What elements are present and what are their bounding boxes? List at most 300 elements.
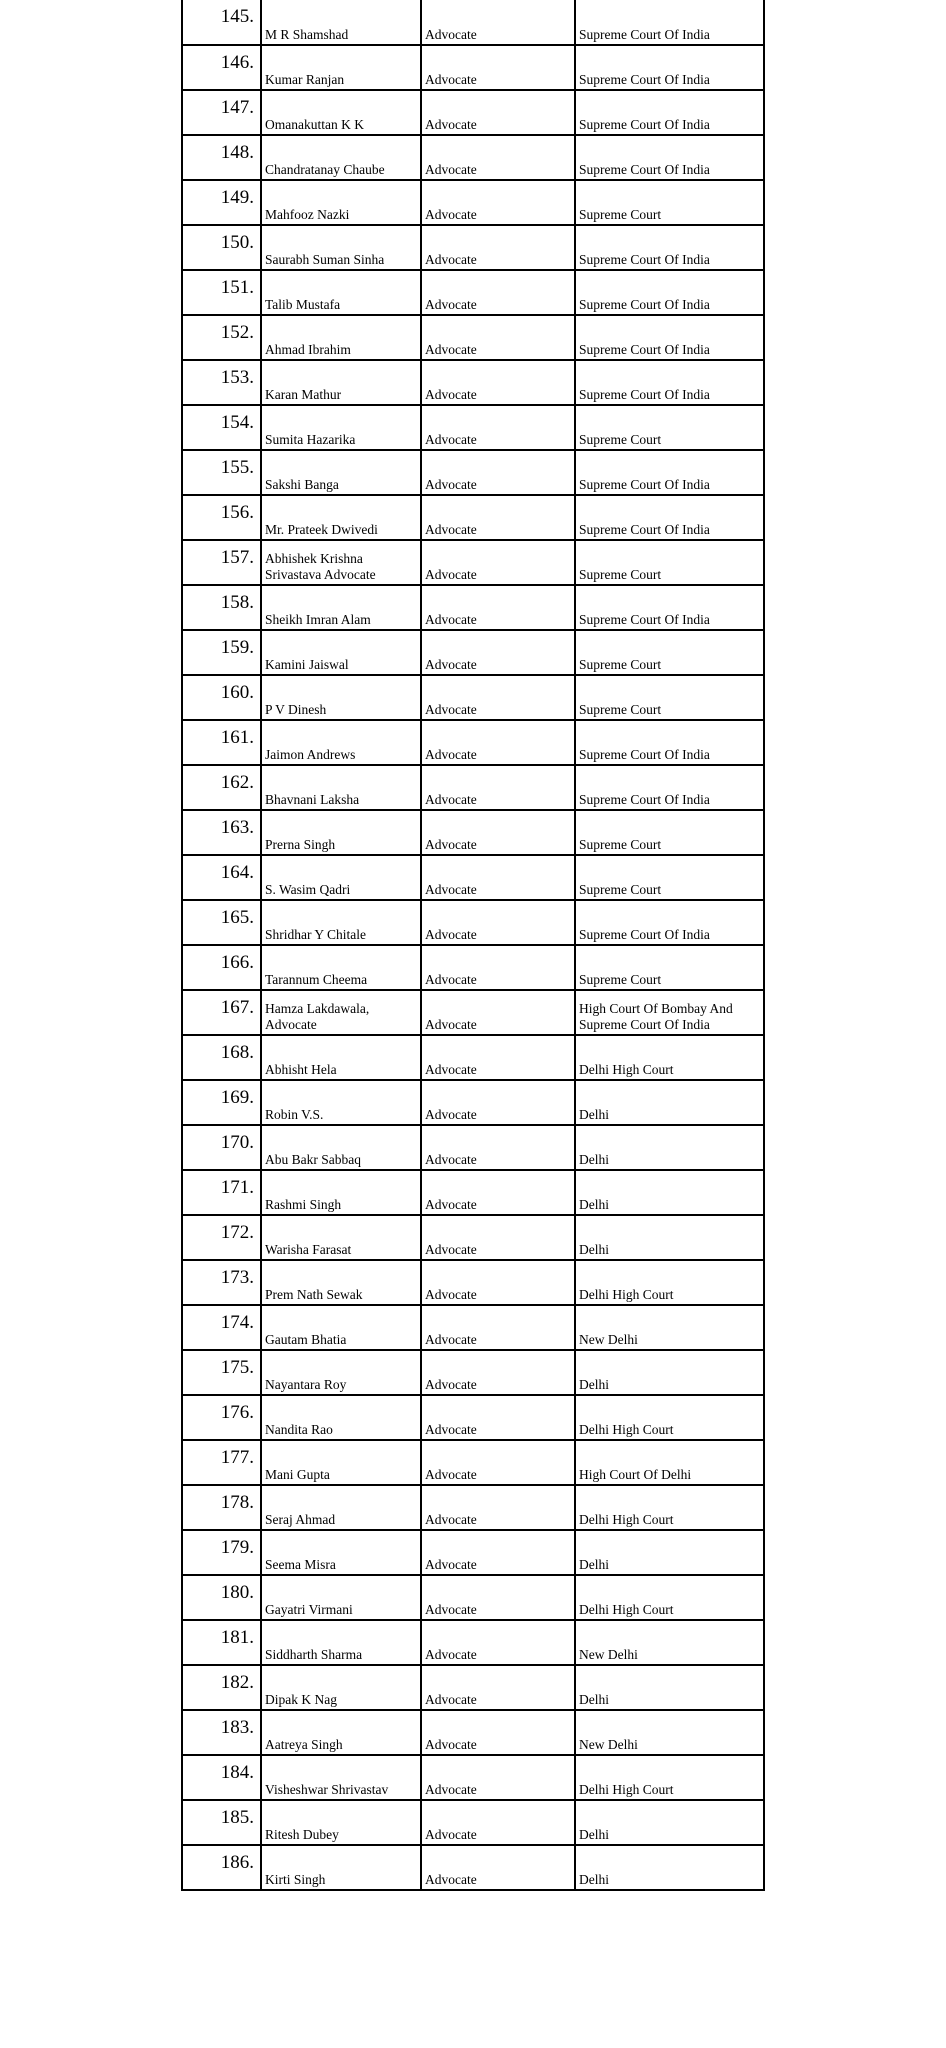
signatory-name: Shridhar Y Chitale xyxy=(265,927,366,942)
designation: Advocate xyxy=(425,1287,477,1302)
signatory-name: Dipak K Nag xyxy=(265,1692,337,1707)
court-cell xyxy=(575,855,764,900)
table-row xyxy=(182,855,764,900)
designation-cell xyxy=(421,1530,575,1575)
court-location: Delhi xyxy=(579,1152,609,1167)
signatory-name: Kamini Jaiswal xyxy=(265,657,349,672)
court-location: Supreme Court xyxy=(579,837,662,852)
court-location: High Court Of Delhi xyxy=(579,1467,692,1482)
signatory-name: Prem Nath Sewak xyxy=(265,1287,363,1302)
court-cell xyxy=(575,900,764,945)
signatory-name: S. Wasim Qadri xyxy=(265,882,351,897)
name-cell xyxy=(261,1575,421,1620)
court-location: Delhi xyxy=(579,1242,609,1257)
designation: Advocate xyxy=(425,1782,477,1797)
court-cell xyxy=(575,1170,764,1215)
court-cell xyxy=(575,1530,764,1575)
designation: Advocate xyxy=(425,927,477,942)
designation-cell xyxy=(421,1080,575,1125)
serial-number-cell xyxy=(182,855,261,900)
serial-number-cell xyxy=(182,1575,261,1620)
serial-number: 178. xyxy=(220,1492,254,1513)
table-row xyxy=(182,1215,764,1260)
signatory-name: Omanakuttan K K xyxy=(265,117,364,132)
serial-number-cell xyxy=(182,90,261,135)
name-cell xyxy=(261,1620,421,1665)
name-cell xyxy=(261,315,421,360)
serial-number-cell xyxy=(182,1485,261,1530)
signatory-name: Nandita Rao xyxy=(265,1422,333,1437)
serial-number: 183. xyxy=(220,1717,254,1738)
name-cell xyxy=(261,1125,421,1170)
name-cell xyxy=(261,270,421,315)
serial-number-cell xyxy=(182,1215,261,1260)
name-cell xyxy=(261,720,421,765)
designation: Advocate xyxy=(425,1242,477,1257)
serial-number-cell xyxy=(182,1305,261,1350)
name-cell xyxy=(261,495,421,540)
signatory-name: Prerna Singh xyxy=(265,837,336,852)
court-cell xyxy=(575,675,764,720)
name-cell xyxy=(261,1395,421,1440)
designation-cell xyxy=(421,135,575,180)
court-cell xyxy=(575,630,764,675)
court-location: New Delhi xyxy=(579,1737,638,1752)
designation-cell xyxy=(421,1710,575,1755)
table-row xyxy=(182,1800,764,1845)
court-location: Delhi High Court xyxy=(579,1062,674,1077)
name-cell xyxy=(261,1440,421,1485)
serial-number: 165. xyxy=(220,907,254,928)
signatory-name: Siddharth Sharma xyxy=(265,1647,363,1662)
designation-cell xyxy=(421,1665,575,1710)
designation: Advocate xyxy=(425,1152,477,1167)
designation: Advocate xyxy=(425,1602,477,1617)
name-cell xyxy=(261,900,421,945)
court-location: Delhi xyxy=(579,1557,609,1572)
name-cell xyxy=(261,405,421,450)
court-cell xyxy=(575,1620,764,1665)
court-cell xyxy=(575,1485,764,1530)
court-cell xyxy=(575,1710,764,1755)
court-cell xyxy=(575,1350,764,1395)
serial-number: 174. xyxy=(220,1312,254,1333)
table-row xyxy=(182,495,764,540)
serial-number: 166. xyxy=(220,952,254,973)
name-cell xyxy=(261,1530,421,1575)
designation-cell xyxy=(421,720,575,765)
designation-cell xyxy=(421,1035,575,1080)
name-cell xyxy=(261,1260,421,1305)
serial-number-cell xyxy=(182,990,261,1035)
signatory-name: Warisha Farasat xyxy=(265,1242,352,1257)
designation-cell xyxy=(421,900,575,945)
signatory-name: Abhisht Hela xyxy=(265,1062,337,1077)
table-row xyxy=(182,1710,764,1755)
court-location: Supreme Court Of India xyxy=(579,927,710,942)
designation: Advocate xyxy=(425,297,477,312)
court-location: Supreme Court xyxy=(579,432,662,447)
table-row xyxy=(182,135,764,180)
court-cell xyxy=(575,585,764,630)
serial-number-cell xyxy=(182,360,261,405)
serial-number-cell xyxy=(182,450,261,495)
designation: Advocate xyxy=(425,1512,477,1527)
court-location: Supreme Court Of India xyxy=(579,387,710,402)
court-cell xyxy=(575,90,764,135)
court-location: Supreme Court xyxy=(579,882,662,897)
court-location: Delhi High Court xyxy=(579,1512,674,1527)
table-row xyxy=(182,90,764,135)
signatory-name: Visheshwar Shrivastav xyxy=(265,1782,389,1797)
serial-number-cell xyxy=(182,495,261,540)
serial-number-cell xyxy=(182,1620,261,1665)
table-row xyxy=(182,1620,764,1665)
serial-number-cell xyxy=(182,1260,261,1305)
court-location: Supreme Court Of India xyxy=(579,477,710,492)
table-row xyxy=(182,720,764,765)
serial-number: 148. xyxy=(220,142,254,163)
serial-number: 147. xyxy=(220,97,254,118)
designation: Advocate xyxy=(425,432,477,447)
designation: Advocate xyxy=(425,1737,477,1752)
serial-number-cell xyxy=(182,315,261,360)
designation-cell xyxy=(421,450,575,495)
serial-number: 159. xyxy=(220,637,254,658)
serial-number-cell xyxy=(182,1125,261,1170)
serial-number: 181. xyxy=(220,1627,254,1648)
court-cell xyxy=(575,405,764,450)
designation: Advocate xyxy=(425,252,477,267)
serial-number: 155. xyxy=(220,457,254,478)
designation-cell xyxy=(421,0,575,45)
designation-cell xyxy=(421,1845,575,1890)
serial-number-cell xyxy=(182,675,261,720)
designation-cell xyxy=(421,675,575,720)
serial-number: 186. xyxy=(220,1852,254,1873)
table-row xyxy=(182,900,764,945)
table-row xyxy=(182,1260,764,1305)
serial-number-cell xyxy=(182,945,261,990)
name-cell xyxy=(261,90,421,135)
table-row xyxy=(182,585,764,630)
court-cell xyxy=(575,135,764,180)
court-location: Supreme Court xyxy=(579,702,662,717)
serial-number: 175. xyxy=(220,1357,254,1378)
designation-cell xyxy=(421,1215,575,1260)
serial-number: 160. xyxy=(220,682,254,703)
court-location: Supreme Court Of India xyxy=(579,252,710,267)
designation-cell xyxy=(421,1305,575,1350)
table-row xyxy=(182,1350,764,1395)
court-location: Delhi High Court xyxy=(579,1602,674,1617)
court-cell xyxy=(575,720,764,765)
serial-number: 173. xyxy=(220,1267,254,1288)
designation: Advocate xyxy=(425,702,477,717)
court-cell xyxy=(575,1665,764,1710)
serial-number: 145. xyxy=(220,6,254,27)
name-cell xyxy=(261,1845,421,1890)
name-cell xyxy=(261,225,421,270)
signatory-name: P V Dinesh xyxy=(265,702,327,717)
serial-number: 149. xyxy=(220,187,254,208)
signatory-name: Nayantara Roy xyxy=(265,1377,347,1392)
court-cell xyxy=(575,765,764,810)
designation-cell xyxy=(421,180,575,225)
court-location: Supreme Court Of India xyxy=(579,342,710,357)
serial-number: 164. xyxy=(220,862,254,883)
designation-cell xyxy=(421,1170,575,1215)
designation-cell xyxy=(421,540,575,585)
designation: Advocate xyxy=(425,1557,477,1572)
designation: Advocate xyxy=(425,747,477,762)
court-cell xyxy=(575,225,764,270)
court-location: Delhi xyxy=(579,1827,609,1842)
court-location: Supreme Court Of India xyxy=(579,297,710,312)
name-cell xyxy=(261,945,421,990)
designation-cell xyxy=(421,1395,575,1440)
name-cell xyxy=(261,450,421,495)
serial-number-cell xyxy=(182,900,261,945)
designation-cell xyxy=(421,1125,575,1170)
court-location: New Delhi xyxy=(579,1647,638,1662)
designation: Advocate xyxy=(425,1422,477,1437)
serial-number: 163. xyxy=(220,817,254,838)
signatory-name: Robin V.S. xyxy=(265,1107,324,1122)
court-location: Delhi xyxy=(579,1197,609,1212)
name-cell xyxy=(261,675,421,720)
court-location: Delhi High Court xyxy=(579,1287,674,1302)
signatory-name: Seraj Ahmad xyxy=(265,1512,336,1527)
table-row xyxy=(182,1530,764,1575)
table-row xyxy=(182,1080,764,1125)
designation: Advocate xyxy=(425,117,477,132)
serial-number-cell xyxy=(182,45,261,90)
designation-cell xyxy=(421,630,575,675)
designation: Advocate xyxy=(425,72,477,87)
designation: Advocate xyxy=(425,1377,477,1392)
serial-number-cell xyxy=(182,1080,261,1125)
name-cell xyxy=(261,1305,421,1350)
court-cell xyxy=(575,1395,764,1440)
signatory-name: Gayatri Virmani xyxy=(265,1602,353,1617)
table-row xyxy=(182,765,764,810)
name-cell xyxy=(261,540,421,585)
designation: Advocate xyxy=(425,612,477,627)
designation-cell xyxy=(421,315,575,360)
serial-number: 151. xyxy=(220,277,254,298)
court-cell xyxy=(575,810,764,855)
serial-number: 169. xyxy=(220,1087,254,1108)
designation-cell xyxy=(421,225,575,270)
table-row xyxy=(182,180,764,225)
table-row xyxy=(182,630,764,675)
designation-cell xyxy=(421,1260,575,1305)
court-cell xyxy=(575,1260,764,1305)
court-cell xyxy=(575,1440,764,1485)
name-cell xyxy=(261,1485,421,1530)
designation: Advocate xyxy=(425,567,477,582)
name-cell xyxy=(261,765,421,810)
signatory-name: Tarannum Cheema xyxy=(265,972,368,987)
serial-number-cell xyxy=(182,765,261,810)
court-location: Supreme Court Of India xyxy=(579,72,710,87)
signatories-table xyxy=(181,0,765,1891)
designation: Advocate xyxy=(425,1332,477,1347)
table-row xyxy=(182,405,764,450)
name-cell xyxy=(261,135,421,180)
serial-number: 182. xyxy=(220,1672,254,1693)
court-location: Supreme Court Of India xyxy=(579,792,710,807)
table-row xyxy=(182,270,764,315)
designation-cell xyxy=(421,45,575,90)
signatory-name: Sumita Hazarika xyxy=(265,432,356,447)
court-location: Supreme Court Of India xyxy=(579,747,710,762)
table-row xyxy=(182,225,764,270)
signatory-name: Sheikh Imran Alam xyxy=(265,612,371,627)
table-row xyxy=(182,450,764,495)
court-location: Supreme Court Of India xyxy=(579,612,710,627)
court-location: Supreme Court xyxy=(579,657,662,672)
designation: Advocate xyxy=(425,1197,477,1212)
designation: Advocate xyxy=(425,477,477,492)
serial-number: 172. xyxy=(220,1222,254,1243)
signatory-name: Rashmi Singh xyxy=(265,1197,342,1212)
court-location: Supreme Court Of India xyxy=(579,27,710,42)
serial-number-cell xyxy=(182,1350,261,1395)
designation: Advocate xyxy=(425,1107,477,1122)
name-cell xyxy=(261,1755,421,1800)
court-cell xyxy=(575,1800,764,1845)
court-location: High Court Of Bombay And Supreme Court Of India xyxy=(579,1001,733,1032)
designation: Advocate xyxy=(425,207,477,222)
serial-number: 162. xyxy=(220,772,254,793)
name-cell xyxy=(261,630,421,675)
signatory-name: Talib Mustafa xyxy=(265,297,341,312)
signatory-name: Kumar Ranjan xyxy=(265,72,345,87)
serial-number-cell xyxy=(182,540,261,585)
name-cell xyxy=(261,1350,421,1395)
name-cell xyxy=(261,1710,421,1755)
court-cell xyxy=(575,450,764,495)
serial-number-cell xyxy=(182,1845,261,1890)
court-cell xyxy=(575,1215,764,1260)
designation-cell xyxy=(421,1575,575,1620)
designation-cell xyxy=(421,360,575,405)
serial-number: 150. xyxy=(220,232,254,253)
table-row xyxy=(182,1440,764,1485)
designation-cell xyxy=(421,855,575,900)
designation-cell xyxy=(421,1485,575,1530)
serial-number: 152. xyxy=(220,322,254,343)
name-cell xyxy=(261,1665,421,1710)
court-cell xyxy=(575,1575,764,1620)
table-row xyxy=(182,360,764,405)
table-row xyxy=(182,1575,764,1620)
court-location: New Delhi xyxy=(579,1332,638,1347)
serial-number-cell xyxy=(182,720,261,765)
table-row xyxy=(182,45,764,90)
table-row xyxy=(182,540,764,585)
designation: Advocate xyxy=(425,162,477,177)
court-cell xyxy=(575,1035,764,1080)
designation-cell xyxy=(421,1440,575,1485)
serial-number-cell xyxy=(182,135,261,180)
signatory-name: Chandratanay Chaube xyxy=(265,162,385,177)
court-cell xyxy=(575,1755,764,1800)
table-row xyxy=(182,1305,764,1350)
court-cell xyxy=(575,990,764,1035)
court-location: Supreme Court xyxy=(579,567,662,582)
signatory-name: Ritesh Dubey xyxy=(265,1827,339,1842)
court-cell xyxy=(575,0,764,45)
table-row xyxy=(182,1755,764,1800)
table-row xyxy=(182,1035,764,1080)
court-location: Delhi xyxy=(579,1692,609,1707)
name-cell xyxy=(261,990,421,1035)
name-cell xyxy=(261,1215,421,1260)
signatory-name: Mahfooz Nazki xyxy=(265,207,350,222)
signatory-name: Ahmad Ibrahim xyxy=(265,342,351,357)
serial-number-cell xyxy=(182,1800,261,1845)
serial-number: 157. xyxy=(220,547,254,568)
serial-number-cell xyxy=(182,1665,261,1710)
serial-number-cell xyxy=(182,585,261,630)
serial-number-cell xyxy=(182,630,261,675)
court-cell xyxy=(575,270,764,315)
serial-number: 168. xyxy=(220,1042,254,1063)
serial-number: 171. xyxy=(220,1177,254,1198)
court-location: Supreme Court xyxy=(579,972,662,987)
court-cell xyxy=(575,1305,764,1350)
serial-number-cell xyxy=(182,1440,261,1485)
serial-number-cell xyxy=(182,0,261,45)
serial-number-cell xyxy=(182,1035,261,1080)
signatory-name: Aatreya Singh xyxy=(265,1737,343,1752)
serial-number: 146. xyxy=(220,52,254,73)
table-row xyxy=(182,0,764,45)
serial-number-cell xyxy=(182,1395,261,1440)
table-row xyxy=(182,990,764,1035)
name-cell xyxy=(261,585,421,630)
name-cell xyxy=(261,180,421,225)
serial-number: 158. xyxy=(220,592,254,613)
court-cell xyxy=(575,945,764,990)
designation: Advocate xyxy=(425,1647,477,1662)
designation-cell xyxy=(421,585,575,630)
court-cell xyxy=(575,45,764,90)
designation: Advocate xyxy=(425,1872,477,1887)
signatory-name: Karan Mathur xyxy=(265,387,342,402)
designation-cell xyxy=(421,810,575,855)
designation: Advocate xyxy=(425,657,477,672)
court-cell xyxy=(575,1080,764,1125)
signatory-name: Seema Misra xyxy=(265,1557,336,1572)
name-cell xyxy=(261,45,421,90)
serial-number-cell xyxy=(182,270,261,315)
court-location: Delhi xyxy=(579,1872,609,1887)
serial-number-cell xyxy=(182,810,261,855)
name-cell xyxy=(261,855,421,900)
table-row xyxy=(182,1665,764,1710)
table-row xyxy=(182,810,764,855)
serial-number: 161. xyxy=(220,727,254,748)
serial-number: 167. xyxy=(220,997,254,1018)
name-cell xyxy=(261,1170,421,1215)
serial-number: 156. xyxy=(220,502,254,523)
table-row xyxy=(182,675,764,720)
table-row xyxy=(182,1845,764,1890)
